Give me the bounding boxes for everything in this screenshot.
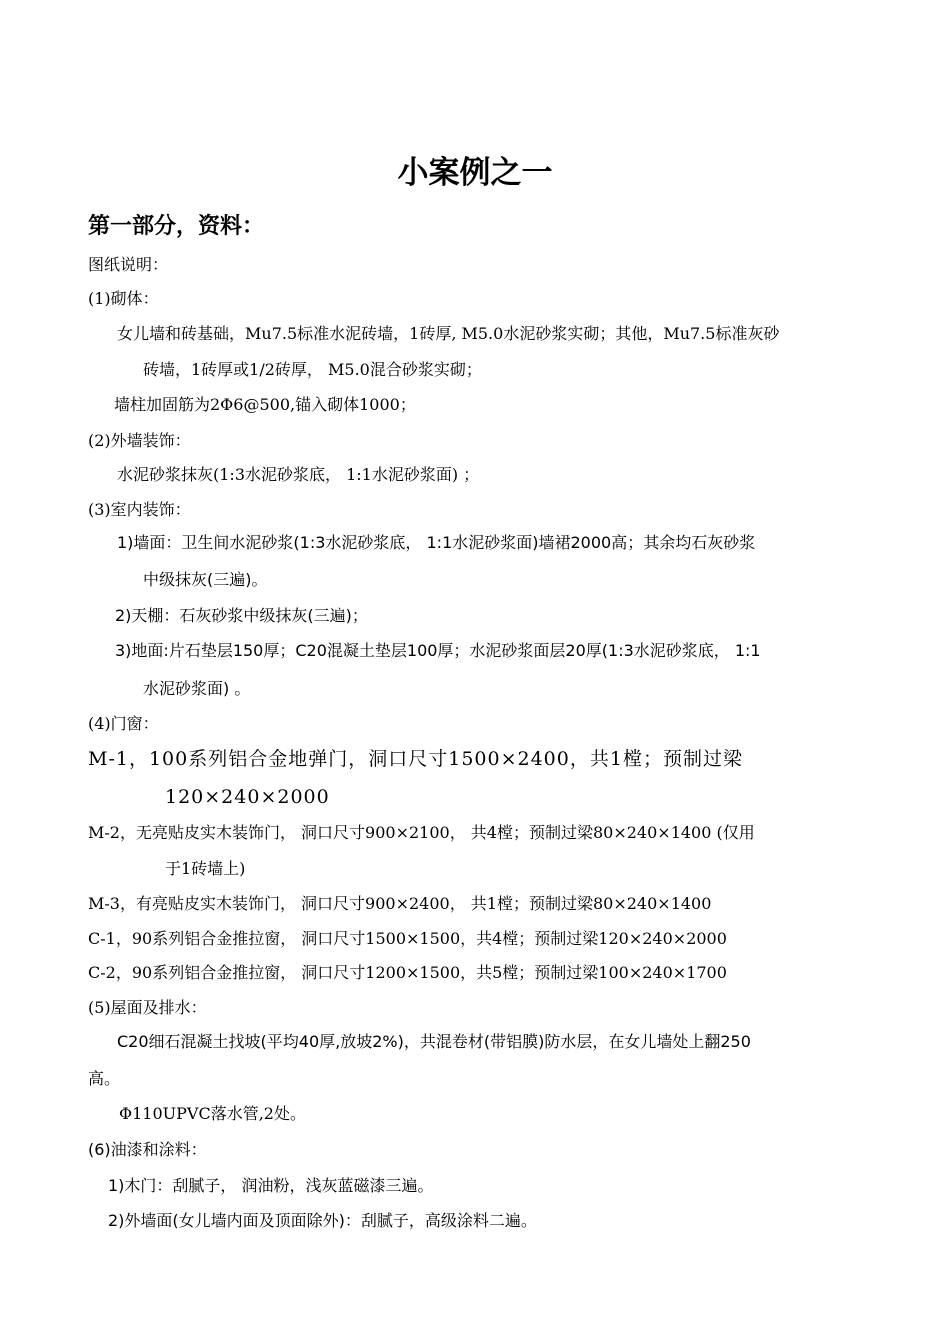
- roof-heading: (5)屋面及排水：: [88, 998, 207, 1017]
- exterior-heading: (2)外墙装饰：: [88, 431, 191, 450]
- doors-heading: (4)门窗：: [88, 714, 159, 733]
- door-m2-line-2: 于1砖墙上): [165, 859, 246, 878]
- masonry-text-line-1: 女儿墙和砖基础，Mu7.5标准水泥砖墙，1砖厚, M5.0水泥砂浆实砌；其他，Mu7.5标准灰砂: [117, 324, 780, 343]
- interior-floor-line-1: 3)地面:片石垫层150厚；C20混凝土垫层100厚；水泥砂浆面层20厚(1:3水泥砂浆底， 1:1: [115, 641, 761, 660]
- door-m1-line-1: M-1，100系列铝合金地弹门，洞口尺寸1500×2400，共1樘；预制过梁: [88, 748, 743, 770]
- paint-heading: (6)油漆和涂料：: [88, 1140, 207, 1159]
- masonry-text-line-3: 墙柱加固筋为2Φ6@500,锚入砌体1000；: [114, 395, 416, 414]
- intro-label: 图纸说明：: [88, 255, 169, 274]
- masonry-text-line-2: 砖墙，1砖厚或1/2砖厚， M5.0混合砂浆实砌；: [143, 360, 482, 379]
- door-m2-line-1: M-2，无亮贴皮实木装饰门， 洞口尺寸900×2100， 共4樘；预制过梁80×240×1400 (仅用: [88, 823, 755, 842]
- masonry-heading: (1)砌体：: [88, 289, 159, 308]
- roof-text-line-1: C20细石混凝土找坡(平均40厚,放坡2%)，共混卷材(带铝膜)防水层，在女儿墙处上翻250: [117, 1032, 751, 1051]
- interior-floor-line-2: 水泥砂浆面) 。: [143, 679, 251, 698]
- paint-item-exterior-wall: 2)外墙面(女儿墙内面及顶面除外)：刮腻子，高级涂料二遍。: [108, 1211, 537, 1230]
- page-title: 小案例之一: [397, 155, 553, 191]
- interior-ceiling: 2)天棚：石灰砂浆中级抹灰(三遍)；: [115, 606, 368, 625]
- roof-text-line-2: 高。: [88, 1069, 121, 1088]
- door-m3: M-3，有亮贴皮实木装饰门， 洞口尺寸900×2400， 共1樘；预制过梁80×240×1400: [88, 894, 712, 913]
- window-c1: C-1，90系列铝合金推拉窗， 洞口尺寸1500×1500，共4樘；预制过梁120×240×2000: [88, 929, 727, 948]
- roof-text-line-3: Φ110UPVC落水管,2处。: [119, 1104, 306, 1123]
- door-m1-line-2: 120×240×2000: [165, 786, 330, 808]
- paint-item-wood-door: 1)木门：刮腻子， 润油粉，浅灰蓝磁漆三遍。: [108, 1176, 434, 1195]
- interior-heading: (3)室内装饰：: [88, 500, 191, 519]
- interior-wall-line-1: 1)墙面：卫生间水泥砂浆(1:3水泥砂浆底， 1:1水泥砂浆面)墙裙2000高；其余均石灰砂浆: [117, 533, 756, 552]
- interior-wall-line-2: 中级抹灰(三遍)。: [143, 570, 268, 589]
- exterior-text: 水泥砂浆抹灰(1:3水泥砂浆底， 1:1水泥砂浆面) ；: [117, 465, 480, 484]
- window-c2: C-2，90系列铝合金推拉窗， 洞口尺寸1200×1500，共5樘；预制过梁100×240×1700: [88, 963, 727, 982]
- section-heading: 第一部分，资料：: [88, 214, 265, 239]
